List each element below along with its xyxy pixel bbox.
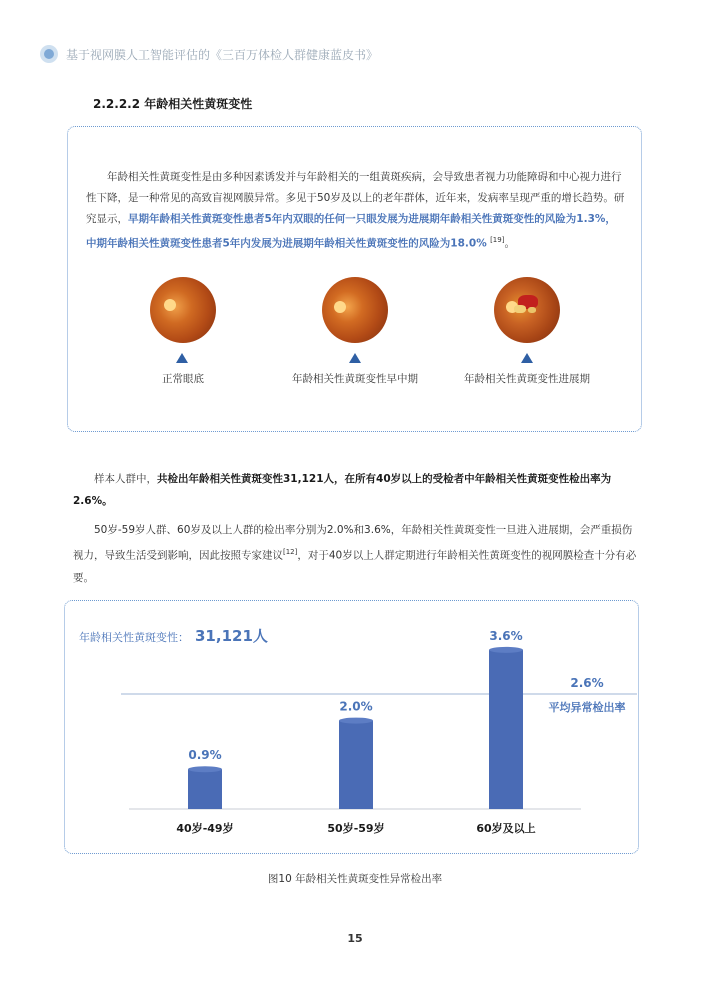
bar-value-label-1: 0.9% [188,748,222,763]
summary-lead: 样本人群中， [94,473,157,485]
page-header [40,44,378,64]
paragraph-detail [73,519,638,589]
category-label-1: 40岁-49岁 [176,822,234,835]
average-value-label: 2.6% [570,676,604,691]
intro-end: 。 [504,237,515,250]
page-number: 15 [347,932,363,945]
bar-top-3 [489,647,523,653]
intro-text [86,167,631,255]
bar-value-label-2: 2.0% [339,699,373,714]
image-caption-normal: 正常眼底 [162,373,204,385]
category-label-2: 50岁-59岁 [327,822,385,835]
bar-1 [188,769,222,809]
bar-3 [489,650,523,809]
triangle-up-icon [349,353,361,363]
category-label-3: 60岁及以上 [476,822,536,835]
image-caption-late: 年龄相关性黄斑变性进展期 [464,373,590,385]
fundus-late-image [494,277,560,343]
summary-bold: 共检出年龄相关性黄斑变性31,121人，在所有40岁以上的受检者中年龄相关性黄斑变性检出率为2.6%。 [73,473,612,507]
bar-2 [339,721,373,809]
chart-label: 年龄相关性黄斑变性： [79,631,189,644]
logo-icon [40,45,58,63]
triangle-up-icon [521,353,533,363]
intro-highlight-early: 早期年龄相关性黄斑变性患者5年内双眼的任何一只眼发展为进展期年龄相关性黄斑变性的风险为1.3%， [128,213,616,225]
chart-box [64,600,639,854]
detail-text-2: ，对于40岁以上人群定期进行年龄相关性黄斑变性的视网膜检查十分有必要。 [73,549,637,584]
bar-chart [65,601,637,852]
section-title: 2.2.2.2 年龄相关性黄斑变性 [93,97,253,111]
image-caption-early: 年龄相关性黄斑变性早中期 [292,373,418,385]
bar-top-2 [339,718,373,724]
fundus-normal-image [150,277,216,343]
paragraph-summary [73,468,638,512]
intro-box [67,126,642,432]
chart-count: 31,121人 [195,627,268,645]
figure-caption: 图10 年龄相关性黄斑变性异常检出率 [267,873,443,885]
bar-top-1 [188,766,222,772]
detail-text-1: 50岁-59岁人群、60岁及以上人群的检出率分别为2.0%和3.6%，年龄相关性黄斑变性一旦进入进展期，会严重损伤视力，导致生活受到影响，因此按照专家建议 [73,524,633,562]
detail-reference: [12] [283,548,298,556]
intro-highlight-mid: 中期年龄相关性黄斑变性患者5年内发展为进展期年龄相关性黄斑变性的风险为18.0% [86,237,487,250]
intro-reference: [19] [490,236,505,244]
average-name-label: 平均异常检出率 [548,701,626,715]
intro-text-plain: 年龄相关性黄斑变性是由多种因素诱发并与年龄相关的一组黄斑疾病，会导致患者视力功能障碍和中心视力进行性下降，是一种常见的高致盲视网膜异常。多见于50岁及以上的老年群体，近年来，发病率呈现严重的增长趋势。研究显示， [86,171,625,225]
bar-value-label-3: 3.6% [489,628,523,643]
triangle-up-icon [176,353,188,363]
header-title: 基于视网膜人工智能评估的《三百万体检人群健康蓝皮书》 [66,47,379,62]
fundus-early-image [322,277,388,343]
